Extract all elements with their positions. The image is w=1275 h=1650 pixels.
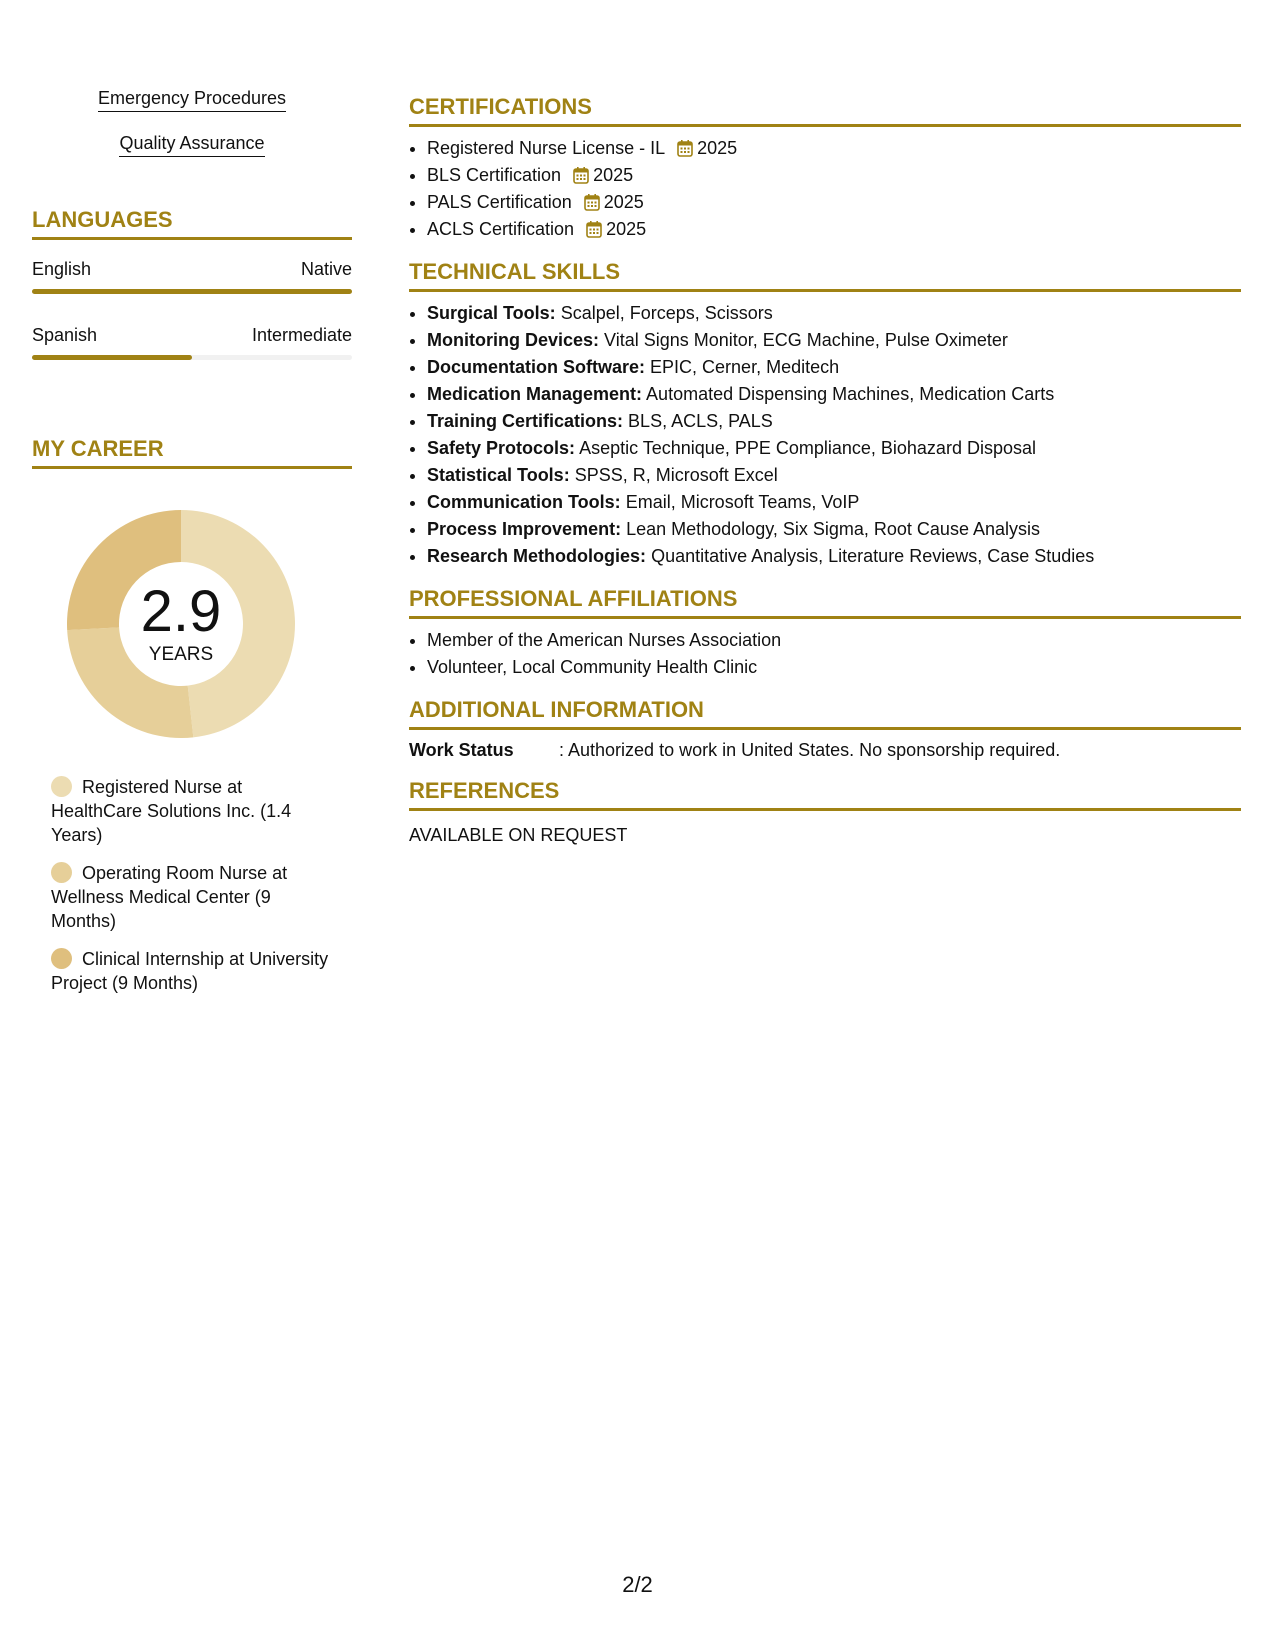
work-status-value: : Authorized to work in United States. No sponsorship required. bbox=[559, 740, 1061, 760]
skill-values: SPSS, R, Microsoft Excel bbox=[574, 465, 778, 485]
language-name: English bbox=[32, 259, 92, 279]
language-bar bbox=[32, 289, 352, 294]
skill-category: Documentation Software: bbox=[427, 357, 646, 377]
career-legend-item bbox=[51, 861, 331, 933]
skill-values: EPIC, Cerner, Meditech bbox=[650, 357, 840, 377]
skill-values: Automated Dispensing Machines, Medication Carts bbox=[646, 384, 1055, 404]
skill-category: Training Certifications: bbox=[427, 411, 624, 431]
section-title-references: REFERENCES bbox=[409, 778, 1241, 811]
certification-item bbox=[427, 135, 1241, 162]
legend-dot bbox=[51, 948, 72, 969]
skill-item bbox=[427, 300, 1241, 327]
affiliations-section bbox=[409, 586, 1241, 681]
legend-dot bbox=[51, 776, 72, 797]
career-section bbox=[32, 436, 352, 995]
career-legend-label: Clinical Internship at University Project (9 Months) bbox=[51, 949, 329, 993]
skill-tag: Emergency Procedures bbox=[98, 86, 286, 112]
left-column bbox=[32, 86, 352, 1009]
section-title-languages: LANGUAGES bbox=[32, 207, 352, 240]
technical-skills-section bbox=[409, 259, 1241, 570]
certification-item bbox=[427, 216, 1241, 243]
certification-item bbox=[427, 162, 1241, 189]
calendar-icon bbox=[584, 192, 600, 210]
donut-center bbox=[66, 509, 296, 739]
career-donut-chart bbox=[66, 509, 296, 739]
calendar-icon bbox=[677, 138, 693, 156]
skill-values: Email, Microsoft Teams, VoIP bbox=[625, 492, 860, 512]
certification-name: ACLS Certification bbox=[427, 219, 575, 239]
affiliations-list bbox=[409, 627, 1241, 681]
section-title-affiliations: PROFESSIONAL AFFILIATIONS bbox=[409, 586, 1241, 619]
skill-item bbox=[427, 327, 1241, 354]
section-title-additional-info: ADDITIONAL INFORMATION bbox=[409, 697, 1241, 730]
skill-values: Quantitative Analysis, Literature Reviews, Case Studies bbox=[651, 546, 1095, 566]
language-bar bbox=[32, 355, 352, 360]
career-legend-label: Registered Nurse at HealthCare Solutions Inc. (1.4 Years) bbox=[51, 777, 292, 845]
references-section bbox=[409, 778, 1241, 847]
career-legend-label: Operating Room Nurse at Wellness Medical Center (9 Months) bbox=[51, 863, 288, 931]
skill-item bbox=[427, 408, 1241, 435]
total-years-unit: YEARS bbox=[148, 644, 214, 665]
section-title-certifications: CERTIFICATIONS bbox=[409, 94, 1241, 127]
language-bar-fill bbox=[32, 289, 352, 294]
skill-item bbox=[427, 381, 1241, 408]
skill-category: Monitoring Devices: bbox=[427, 330, 600, 350]
skill-item bbox=[427, 543, 1241, 570]
skill-category: Research Methodologies: bbox=[427, 546, 647, 566]
career-legend bbox=[51, 775, 331, 995]
certification-year: 2025 bbox=[603, 192, 644, 212]
total-years-value: 2.9 bbox=[140, 579, 222, 644]
certifications-list bbox=[409, 135, 1241, 243]
additional-info-section bbox=[409, 697, 1241, 762]
language-level: Native bbox=[300, 259, 352, 279]
work-status-label: Work Status bbox=[409, 740, 514, 760]
calendar-icon bbox=[586, 219, 602, 237]
calendar-icon bbox=[573, 165, 589, 183]
skill-values: Aseptic Technique, PPE Compliance, Biohazard Disposal bbox=[579, 438, 1036, 458]
certification-name: Registered Nurse License - IL bbox=[427, 138, 666, 158]
language-item bbox=[32, 258, 352, 294]
skill-item bbox=[427, 462, 1241, 489]
certification-year: 2025 bbox=[593, 165, 634, 185]
skill-category: Safety Protocols: bbox=[427, 438, 576, 458]
references-text: AVAILABLE ON REQUEST bbox=[409, 825, 628, 845]
skill-values: Vital Signs Monitor, ECG Machine, Pulse Oximeter bbox=[604, 330, 1008, 350]
skill-category: Surgical Tools: bbox=[427, 303, 556, 323]
skill-item bbox=[427, 516, 1241, 543]
skill-tags bbox=[32, 86, 352, 176]
certifications-section bbox=[409, 94, 1241, 243]
skill-item bbox=[427, 489, 1241, 516]
language-name: Spanish bbox=[32, 325, 98, 345]
skill-values: Scalpel, Forceps, Scissors bbox=[560, 303, 773, 323]
certification-name: PALS Certification bbox=[427, 192, 572, 212]
affiliation-item: • Volunteer, Local Community Health Clinic bbox=[427, 654, 1241, 681]
skill-item bbox=[427, 435, 1241, 462]
skill-values: Lean Methodology, Six Sigma, Root Cause Analysis bbox=[626, 519, 1040, 539]
section-title-technical-skills: TECHNICAL SKILLS bbox=[409, 259, 1241, 292]
language-level: Intermediate bbox=[251, 325, 352, 345]
right-column bbox=[409, 94, 1241, 863]
certification-year: 2025 bbox=[697, 138, 738, 158]
affiliation-item: • Member of the American Nurses Association bbox=[427, 627, 1241, 654]
certification-year: 2025 bbox=[606, 219, 647, 239]
skill-tag: Quality Assurance bbox=[119, 131, 264, 157]
languages-section bbox=[32, 207, 352, 360]
certification-item bbox=[427, 189, 1241, 216]
skill-category: Medication Management: bbox=[427, 384, 643, 404]
page-number: 2/2 bbox=[622, 1572, 653, 1597]
work-status-row bbox=[409, 738, 1241, 762]
technical-skills-list bbox=[409, 300, 1241, 570]
career-legend-item bbox=[51, 775, 331, 847]
skill-category: Communication Tools: bbox=[427, 492, 621, 512]
legend-dot bbox=[51, 862, 72, 883]
skill-item bbox=[427, 354, 1241, 381]
language-item bbox=[32, 324, 352, 360]
language-bar-fill bbox=[32, 355, 192, 360]
certification-name: BLS Certification bbox=[427, 165, 562, 185]
section-title-career: MY CAREER bbox=[32, 436, 352, 469]
skill-values: BLS, ACLS, PALS bbox=[628, 411, 773, 431]
career-legend-item bbox=[51, 947, 331, 995]
skill-category: Process Improvement: bbox=[427, 519, 622, 539]
skill-category: Statistical Tools: bbox=[427, 465, 570, 485]
